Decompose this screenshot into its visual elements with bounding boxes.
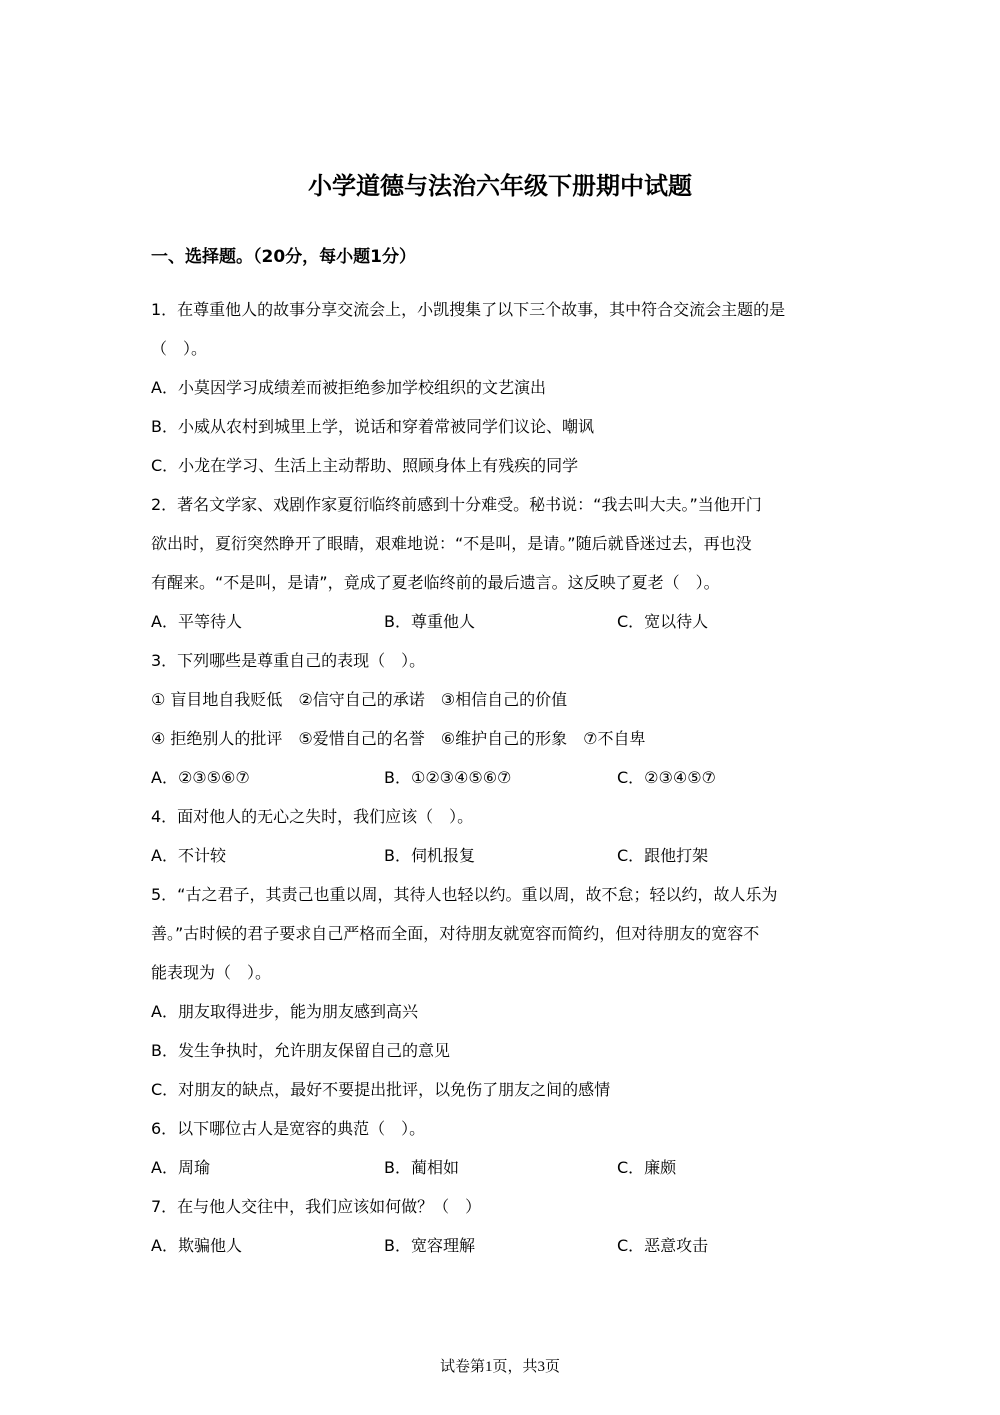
question-2-option-c: C．宽以待人: [617, 612, 709, 631]
question-5-option-a: A．朋友取得进步，能为朋友感到高兴: [151, 1002, 418, 1021]
page-title: 小学道德与法治六年级下册期中试题: [308, 172, 692, 200]
question-1-stem: 1．在尊重他人的故事分享交流会上，小凯搜集了以下三个故事，其中符合交流会主题的是: [151, 300, 786, 319]
question-3-stem: 3．下列哪些是尊重自己的表现（ ）。: [151, 651, 426, 670]
question-2-stem-cont: 欲出时，夏衍突然睁开了眼睛，艰难地说：“不是叫，是请。”随后就昏迷过去，再也没: [151, 534, 752, 553]
question-2-stem: 2．著名文学家、戏剧作家夏衍临终前感到十分难受。秘书说：“我去叫大夫。”当他开门: [151, 495, 762, 514]
question-2-stem-cont: 有醒来。“不是叫，是请”，竟成了夏老临终前的最后遗言。这反映了夏老（ ）。: [151, 573, 720, 592]
question-2-option-a: A．平等待人: [151, 612, 242, 631]
question-6-option-c: C．廉颇: [617, 1158, 677, 1177]
question-4-option-b: B．伺机报复: [384, 846, 475, 865]
question-3-option-b: B．①②③④⑤⑥⑦: [384, 768, 512, 787]
question-7-option-a: A．欺骗他人: [151, 1236, 242, 1255]
question-2-option-b: B．尊重他人: [384, 612, 475, 631]
question-3-option-c: C．②③④⑤⑦: [617, 768, 716, 787]
question-5-stem-cont: 善。”古时候的君子要求自己严格而全面，对待朋友就宽容而简约，但对待朋友的宽容不: [151, 924, 760, 943]
question-3-option-a: A．②③⑤⑥⑦: [151, 768, 250, 787]
question-3-items: ① 盲目地自我贬低 ②信守自己的承诺 ③相信自己的价值: [151, 690, 568, 709]
question-1-option-b: B．小威从农村到城里上学，说话和穿着常被同学们议论、嘲讽: [151, 417, 594, 436]
question-3-items: ④ 拒绝别人的批评 ⑤爱惜自己的名誉 ⑥维护自己的形象 ⑦不自卑: [151, 729, 646, 748]
question-7-option-c: C．恶意攻击: [617, 1236, 709, 1255]
question-4-option-a: A．不计较: [151, 846, 226, 865]
question-6-option-b: B．蔺相如: [384, 1158, 459, 1177]
section-heading: 一、选择题。（20分，每小题1分）: [151, 247, 416, 267]
question-4-stem: 4．面对他人的无心之失时，我们应该（ ）。: [151, 807, 474, 826]
question-7-stem: 7．在与他人交往中，我们应该如何做？（ ）: [151, 1197, 482, 1216]
question-1-option-a: A．小莫因学习成绩差而被拒绝参加学校组织的文艺演出: [151, 378, 546, 397]
question-5-option-c: C．对朋友的缺点，最好不要提出批评，以免伤了朋友之间的感情: [151, 1080, 611, 1099]
question-1-option-c: C．小龙在学习、生活上主动帮助、照顾身体上有残疾的同学: [151, 456, 579, 475]
page-footer: 试卷第1页，共3页: [439, 1359, 560, 1375]
question-1-stem-cont: （ ）。: [151, 339, 208, 358]
question-6-option-a: A．周瑜: [151, 1158, 210, 1177]
question-5-option-b: B．发生争执时，允许朋友保留自己的意见: [151, 1041, 450, 1060]
question-5-stem: 5．“古之君子，其责己也重以周，其待人也轻以约。重以周，故不怠；轻以约，故人乐为: [151, 885, 778, 904]
question-4-option-c: C．跟他打架: [617, 846, 709, 865]
question-5-stem-cont: 能表现为（ ）。: [151, 963, 272, 982]
question-6-stem: 6．以下哪位古人是宽容的典范（ ）。: [151, 1119, 426, 1138]
question-7-option-b: B．宽容理解: [384, 1236, 475, 1255]
